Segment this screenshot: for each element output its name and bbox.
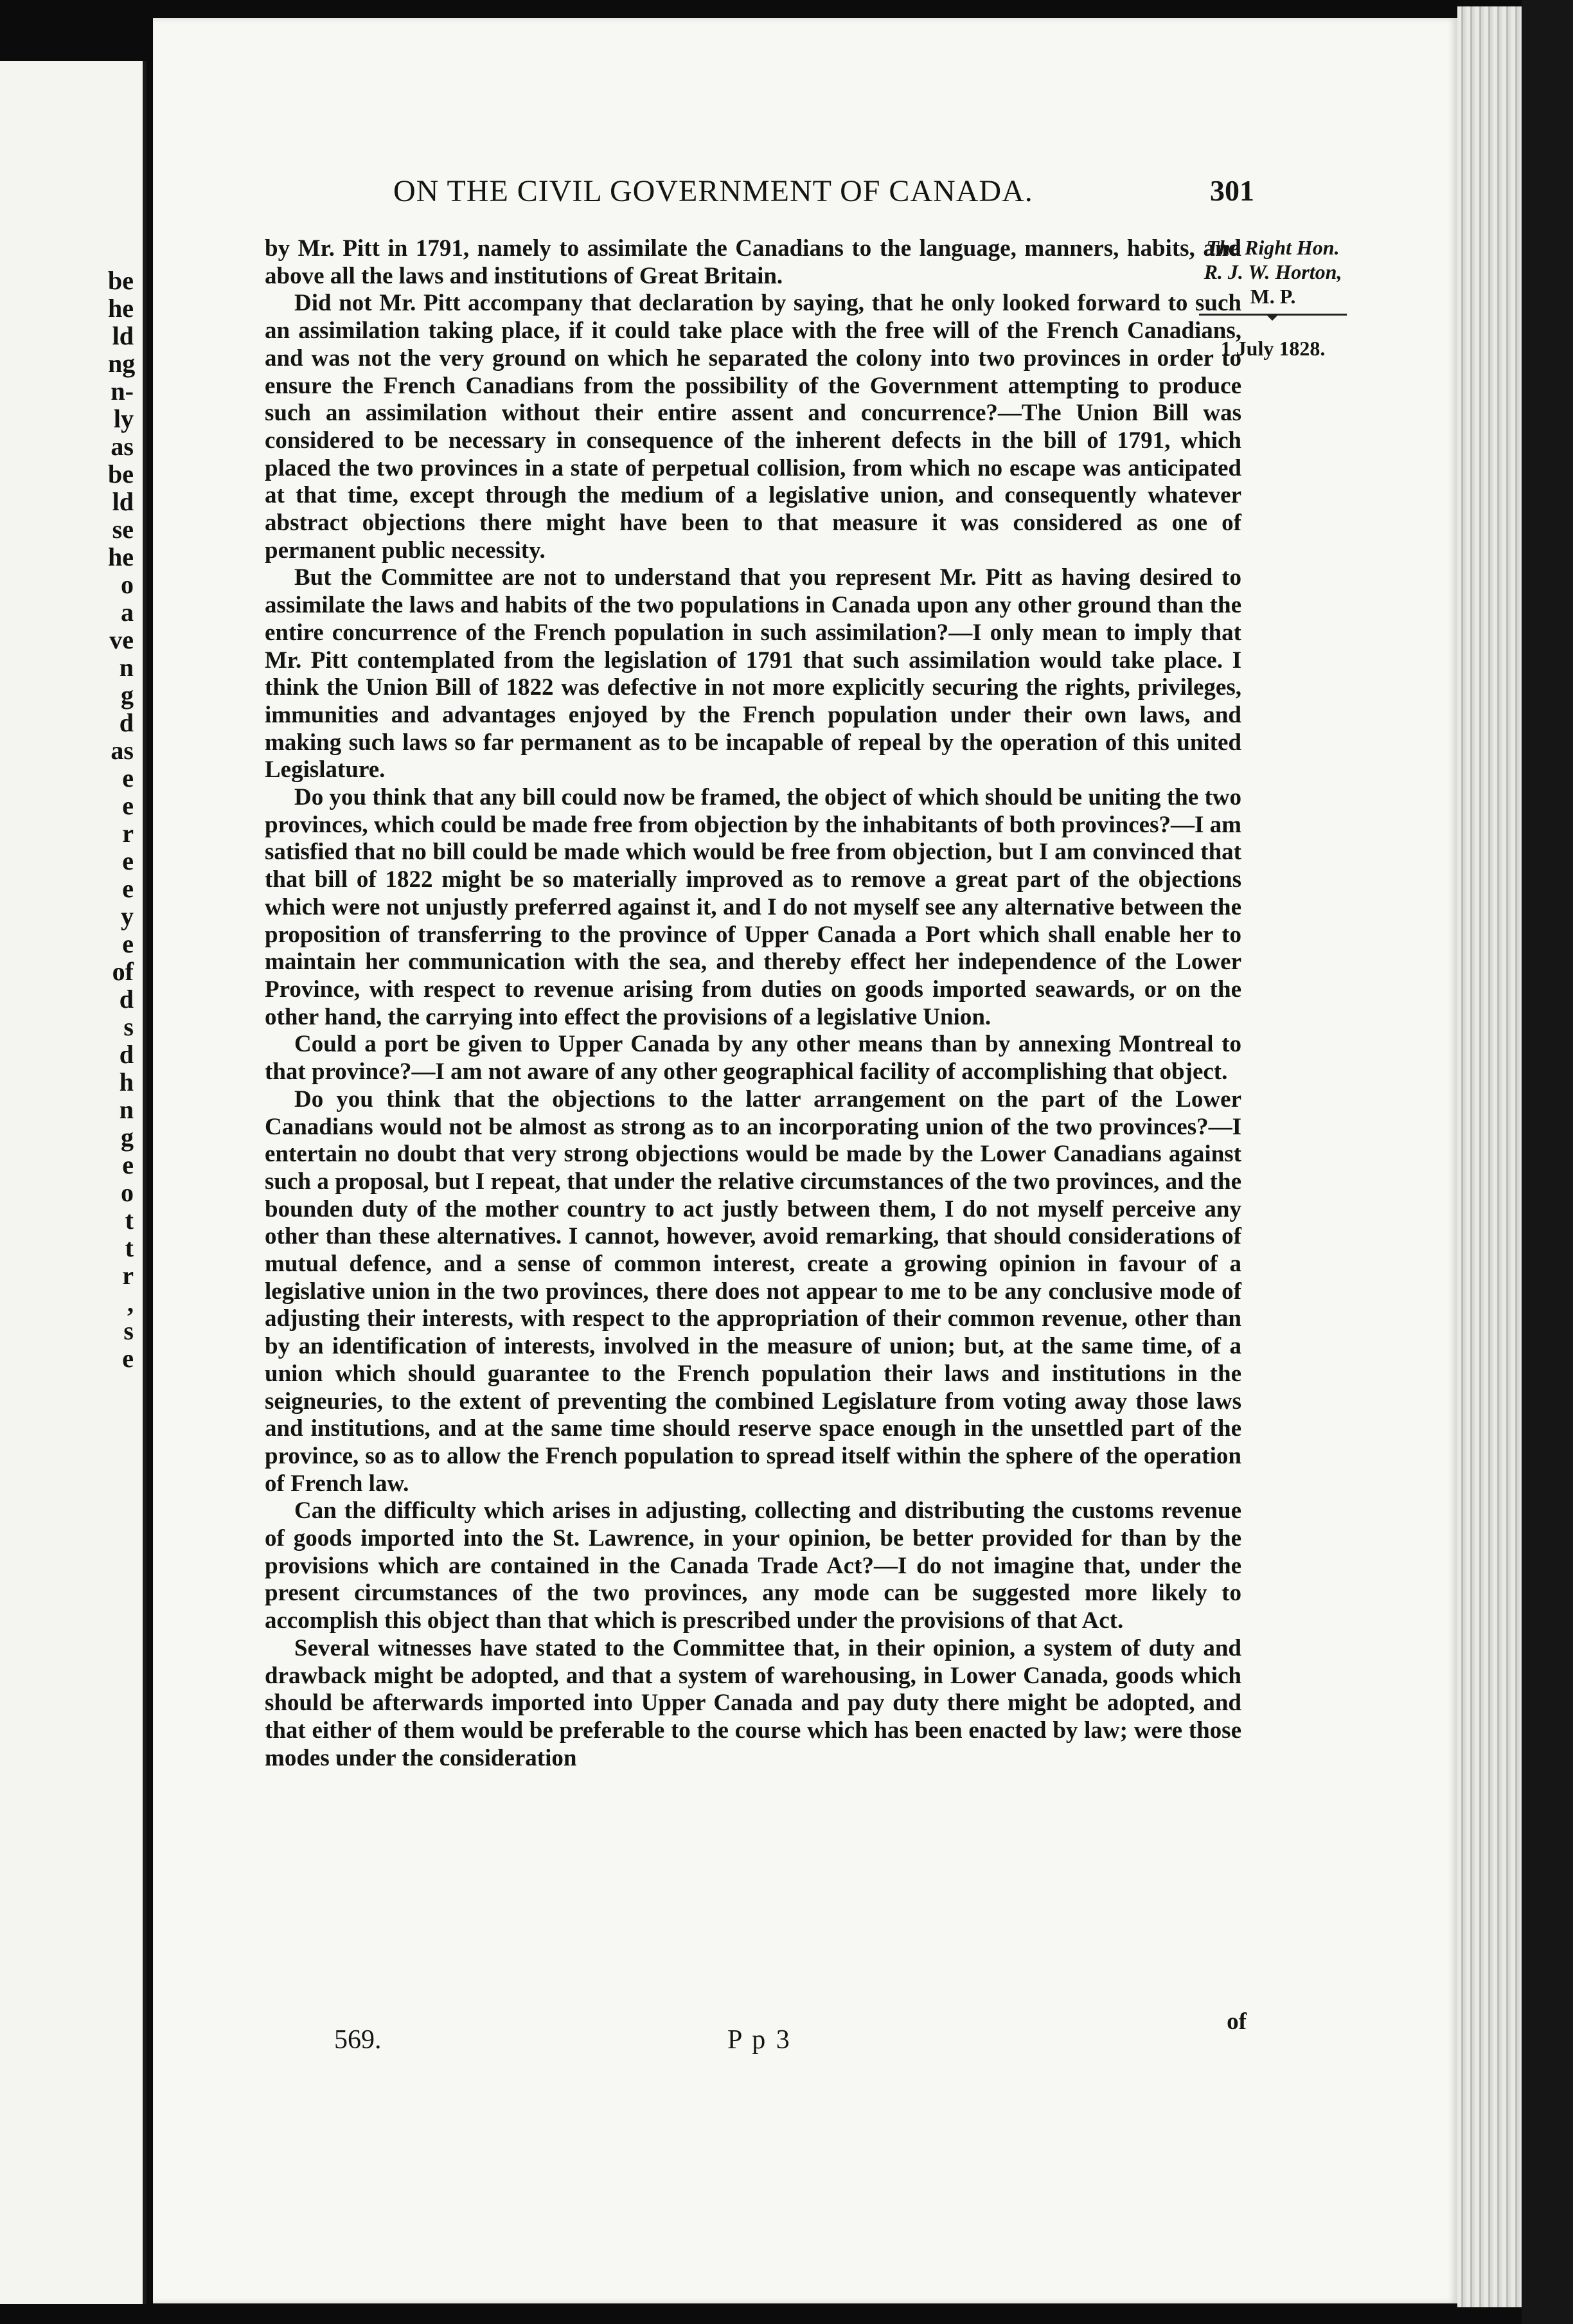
edge-fragment: o (121, 570, 134, 599)
edge-fragment: ld (112, 321, 134, 350)
edge-fragment: se (112, 515, 134, 544)
edge-fragment: as (111, 736, 134, 765)
edge-fragment: g (121, 1123, 134, 1152)
book-binding (1522, 0, 1573, 2324)
edge-fragment: ng (108, 349, 136, 378)
edge-fragment: r (122, 1261, 134, 1290)
edge-fragment: t (125, 1233, 134, 1262)
paragraph: Did not Mr. Pitt accompany that declaration by saying, that he only looked forward to such an assimilation taking place, if it could take place with the free will of the French Canadians, and was not the very ground on which he separated the colony into two provinces in order to ensure the French Canadians from the possibility of the Government attempting to produce such an assimilation without their entire assent and concurrence?—The Union Bill was considered to be necessary in consequence of the inherent defects in the bill of 1791, which placed the two provinces in a state of perpetual collision, from which no escape was anticipated at that time, except through the medium of a legislative union, and consequently whatever abstract objections there might have been to that measure it was considered as one of permanent public necessity. (265, 290, 1241, 564)
testimony-date: 1 July 1828. (1220, 337, 1326, 360)
edge-fragment: e (122, 764, 134, 792)
facing-page (0, 61, 147, 2304)
witness-name-line-3: M. P. (1250, 285, 1296, 308)
edge-fragment: t (125, 1206, 134, 1235)
edge-fragment: n- (111, 377, 134, 406)
edge-fragment: g (121, 681, 134, 710)
page-footer (334, 2008, 1247, 2063)
edge-fragment: e (122, 1344, 134, 1373)
paragraph: But the Committee are not to understand that you represent Mr. Pitt as having desired to assimilate the laws and habits of the two populations in Canada upon any other ground than the entire concurrence of the French population in such assimilation?—I only mean to imply that Mr. Pitt contemplated from the legislation of 1791 that such assimilation would take place. I think the Union Bill of 1822 was defective in not more explicitly securing the rights, privileges, immunities and advantages enjoyed by the French population under their own laws, and making such laws so far permanent as to be incapable of repeal by the operation of this united Legislature. (265, 564, 1241, 783)
body-text (265, 235, 1241, 1772)
paragraph: Do you think that any bill could now be framed, the object of which should be uniting the two provinces, which could be made free from objection by the inhabitants of both provinces?—I am satisfied that no bill could be made which would be free from objection, but I am convinced that that bill of 1822 might be so materially improved as to remove a great part of the objections which were not unjustly preferred against it, and I do not myself see any alternative between the proposition of transferring to the province of Upper Canada a Port which shall enable her to maintain her communication with the sea, and thereby effect her independence of the Lower Province, with respect to revenue arising from duties on goods imported seawards, or on the other hand, the carrying into effect the provisions of a legislative Union. (265, 784, 1241, 1030)
facing-page-text-fragments (108, 267, 134, 1372)
edge-fragment: of (112, 957, 134, 986)
sessional-paper-number: 569. (334, 2025, 382, 2055)
paragraph: Can the difficulty which arises in adjusting, collecting and distributing the customs revenue of goods imported into the St. Lawrence, in your opinion, be better provided for than by the provisions which are contained in the Canada Trade Act?—I do not imagine that, under the present circumstances of the two provinces, any mode can be suggested more likely to accomplish this object than that which is prescribed under the provisions of that Act. (265, 1497, 1241, 1634)
edge-fragment: , (127, 1289, 134, 1318)
edge-fragment: h (119, 1068, 134, 1096)
edge-fragment: e (122, 846, 134, 875)
edge-fragment: e (122, 791, 134, 820)
edge-fragment: d (119, 1040, 134, 1069)
paragraph: Do you think that the objections to the latter arrangement on the part of the Lower Canadians would not be almost as strong as to an incorporating union of the two provinces?—I entertain no doubt that very strong objections would be made by the Lower Canadians against such a proposal, but I repeat, that under the relative circumstances of the two provinces, and the bounden duty of the mother country to act justly between them, I do not myself perceive any other than these alternatives. I cannot, however, avoid remarking, that should considerations of mutual defence, and a sense of common interest, create a growing opinion in favour of a legislative union in the two provinces, there does not appear to me to be any conclusive mode of adjusting their interests, with respect to the appropriation of their common revenue, other than by an identification of interests, involved in the measure of union; but, at the same time, of a union which should guarantee to the French population their laws and institutions in the seigneuries, to the extent of preventing the combined Legislature from voting away those laws and institutions, and at the same time should reserve space enough in the unsettled part of the province, so as to allow the French population to spread itself within the sphere of the operation of French law. (265, 1086, 1241, 1497)
edge-fragment: d (119, 708, 134, 737)
edge-fragment: e (122, 1150, 134, 1179)
witness-name-line-1: The Right Hon. (1206, 236, 1340, 259)
signature-mark: P p 3 (727, 2025, 792, 2055)
edge-fragment: r (122, 819, 134, 848)
edge-fragment: n (119, 1095, 134, 1124)
edge-fragment: be (108, 460, 134, 488)
edge-fragment: he (108, 294, 134, 323)
edge-fragment: be (108, 266, 134, 295)
edge-fragment: ve (109, 625, 134, 654)
edge-fragment: a (121, 598, 134, 627)
edge-fragment: as (111, 432, 134, 461)
edge-fragment: s (123, 1012, 134, 1041)
edge-fragment: he (108, 542, 134, 571)
paragraph: Could a port be given to Upper Canada by any other means than by annexing Montreal to that province?—I am not aware of any other geographical facility of accomplishing that object. (265, 1031, 1241, 1086)
edge-fragment: ld (112, 487, 134, 516)
edge-fragment: ly (113, 404, 134, 433)
running-head (393, 174, 1254, 225)
edge-fragment: n (119, 653, 134, 682)
edge-fragment: e (122, 874, 134, 903)
witness-name-line-2: R. J. W. Horton, (1204, 260, 1342, 283)
edge-fragment: d (119, 985, 134, 1014)
paragraph: Several witnesses have stated to the Committee that, in their opinion, a system of duty and drawback might be adopted, and that a system of warehousing, in Lower Canada, goods which should be afterwards imported into Upper Canada and pay duty there might be adopted, and that either of them would be preferable to the course which has been enacted by law; were those modes under the consideration (265, 1634, 1241, 1771)
edge-fragment: e (122, 929, 134, 958)
edge-fragment: o (121, 1178, 134, 1207)
page-number: 301 (1210, 174, 1254, 207)
edge-fragment: y (121, 902, 134, 931)
catchword: of (1227, 2008, 1247, 2035)
paragraph: by Mr. Pitt in 1791, namely to assimilate the Canadians to the language, manners, habits, and above all the laws and institutions of Great Britain. (265, 235, 1241, 289)
running-head-title: ON THE CIVIL GOVERNMENT OF CANADA. (393, 174, 1033, 208)
edge-fragment: s (123, 1316, 134, 1345)
page-edges (1457, 6, 1522, 2307)
